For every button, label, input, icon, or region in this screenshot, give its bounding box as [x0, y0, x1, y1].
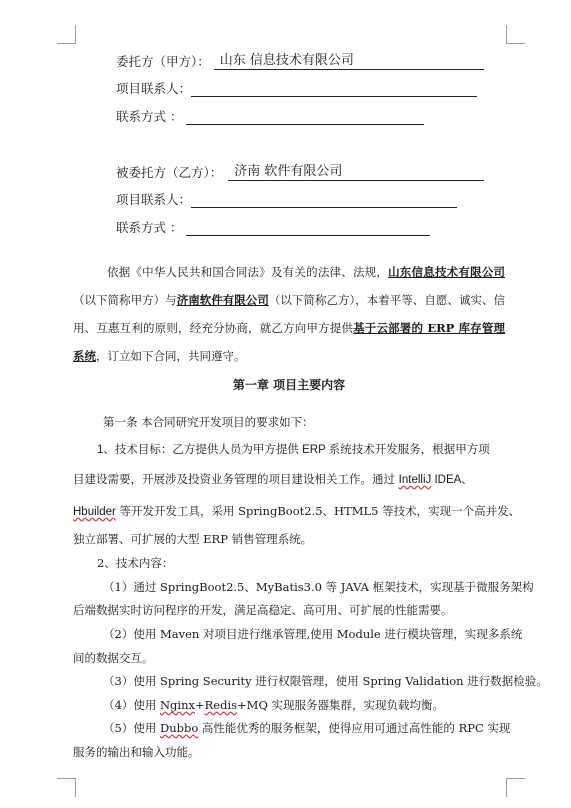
tech-item-4-tail: +MQ 实现服务器集群，实现负载均衡。	[237, 698, 445, 712]
crop-mark-bottom-right	[506, 778, 525, 797]
goal-line-2-text: 目建设需要，开展涉及投资业务管理的项目建设相关工作。通过	[73, 472, 399, 486]
tech-item-2-line-2: 间的数据交互。	[73, 651, 154, 665]
party-a-method-field[interactable]	[186, 109, 424, 125]
goal-line-1	[97, 441, 507, 458]
party-a-name-row	[116, 52, 484, 70]
tech-item-1-line-2: 后端数据实时访问程序的开发，满足高稳定、高可用、可扩展的性能需要。	[73, 603, 453, 617]
chapter-title: 第一章 项目主要内容	[232, 378, 346, 392]
tech-item-4	[103, 697, 507, 713]
intro-text-3: （以下简称乙方），本着平等、自愿、诚实、信用、互惠互利的原则，经充分协商，就乙方向甲方提供	[73, 293, 506, 335]
dubbo-word: Dubbo	[159, 721, 199, 735]
party-a-contact-label: 项目联系人：	[116, 81, 192, 96]
tech-item-4-text: （4）使用	[103, 698, 160, 712]
party-b-name[interactable]: 济南 软件有限公司	[228, 163, 484, 181]
crop-mark-top-right	[506, 25, 525, 44]
goal-line-2	[73, 471, 505, 488]
party-a-method-row	[116, 107, 424, 125]
tech-item-5-text: （5）使用	[103, 721, 160, 735]
party-a-name[interactable]: 山东 信息技术有限公司	[214, 52, 484, 70]
party-a-contact-row	[116, 79, 477, 97]
goal-line-1-text: 1、技术目标：乙方提供人员为甲方提供 ERP 系统技术开发服务，根据甲方项	[97, 444, 490, 456]
goal-line-4: 独立部署、可扩展的大型 ERP 销售管理系统。	[73, 532, 313, 546]
intro-text-4: ，订立如下合同，共同遵守。	[96, 349, 246, 363]
tech-item-4-plus: +	[194, 698, 205, 712]
tech-item-2-line-1: （2）使用 Maven 对项目进行继承管理,使用 Module 进行模块管理，实现多系统	[103, 627, 523, 641]
goal-line-3	[73, 503, 521, 520]
tech-item-3: （3）使用 Spring Security 进行权限管理，使用 Spring Validation 进行数据检验。	[103, 674, 548, 688]
intro-text-1: 依据《中华人民共和国合同法》及有关的法律、法规，	[107, 265, 389, 279]
crop-mark-top-left	[57, 25, 76, 44]
intellij-word: IntelliJ	[398, 474, 432, 486]
party-b-method-label: 联系方式 ：	[116, 220, 183, 235]
project-bold-name: 基于云部署的 ERP 库存管理系统	[73, 321, 505, 363]
party-b-bold-name: 济南软件有限公司	[176, 293, 269, 307]
hbuilder-word: Hbuilder	[73, 506, 116, 518]
tech-heading: 2、技术内容：	[97, 556, 174, 570]
tech-item-1-line-1: （1）通过 SpringBoot2.5、MyBatis3.0 等 JAVA 框架技术，实现基于微服务架构	[103, 580, 534, 594]
party-b-method-field[interactable]	[186, 220, 430, 236]
crop-mark-bottom-left	[57, 778, 76, 797]
party-a-method-label: 联系方式 ：	[116, 109, 183, 124]
party-b-label: 被委托方（乙方）：	[116, 165, 223, 180]
party-b-contact-row	[116, 190, 457, 208]
redis-word: Redis	[204, 698, 238, 712]
party-b-method-row	[116, 218, 430, 236]
party-b-contact-label: 项目联系人：	[116, 192, 192, 207]
nginx-word: Nginx	[159, 698, 195, 712]
party-b-name-row	[116, 163, 484, 181]
goal-line-2-tail: IDEA、	[431, 474, 473, 486]
intro-paragraph	[73, 258, 505, 370]
tech-item-5-line-2: 服务的输出和输入功能。	[73, 745, 200, 759]
intro-text-2: （以下简称甲方）与	[73, 293, 177, 307]
party-a-bold-name: 山东信息技术有限公司	[388, 265, 506, 279]
goal-line-3-text: 等开发开发工具，采用 SpringBoot2.5、HTML5 等技术，实现一个高并发、	[115, 504, 521, 518]
article-1: 第一条 本合同研究开发项目的要求如下：	[103, 415, 314, 429]
party-a-label: 委托方（甲方）：	[116, 54, 210, 69]
party-b-contact-field[interactable]	[191, 192, 457, 208]
party-a-contact-field[interactable]	[191, 81, 477, 97]
tech-item-5-tail: 高性能优秀的服务框架，使得应用可通过高性能的 RPC 实现	[198, 721, 511, 735]
tech-item-5-line-1	[103, 720, 511, 736]
